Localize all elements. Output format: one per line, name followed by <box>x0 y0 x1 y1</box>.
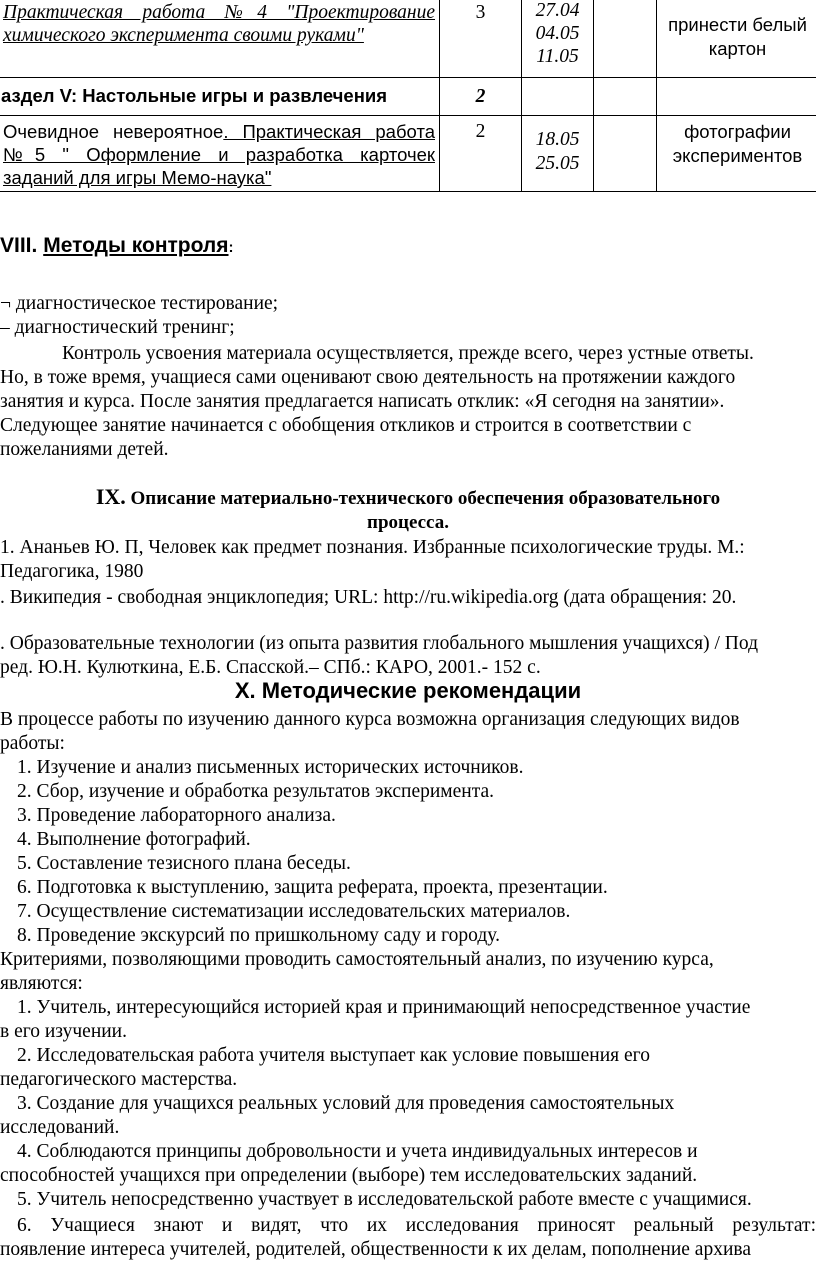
note-cell: фотографии экспериментов <box>657 116 816 192</box>
list-item: ¬ диагностическое тестирование; <box>0 292 278 316</box>
criterion: 6. Учащиеся знают и видят, что их исследования приносят реальный результат: <box>17 1214 816 1238</box>
list-item: 2. Сбор, изучение и обработка результатов эксперимента. <box>17 780 494 804</box>
empty-cell <box>594 116 657 192</box>
paragraph-line: Но, в тоже время, учащиеся сами оценивают свою деятельность на протяжении каждого <box>0 366 735 390</box>
empty-cell <box>594 78 657 116</box>
paragraph-line: В процессе работы по изучению данного курса возможна организация следующих видов <box>0 708 740 732</box>
criterion: 1. Учитель, интересующийся историей края и принимающий непосредственное участие <box>17 996 750 1020</box>
list-item: 6. Подготовка к выступлению, защита реферата, проекта, презентации. <box>17 876 608 900</box>
date: 27.04 <box>526 0 589 22</box>
criterion-cont: педагогического мастерства. <box>0 1068 237 1092</box>
section-heading: VIII. Методы контроля: <box>0 234 234 258</box>
section-cell: аздел V: Настольные игры и развлечения <box>0 78 440 116</box>
dates-cell <box>522 0 594 78</box>
schedule-table <box>0 0 816 192</box>
paragraph-line: занятия и курса. После занятия предлагается написать отклик: «Я сегодня на занятии». <box>0 390 724 414</box>
table-row <box>0 0 816 78</box>
criterion: 2. Исследовательская работа учителя выступает как условие повышения его <box>17 1044 650 1068</box>
paragraph-line: работы: <box>0 732 65 756</box>
section-heading: IX. Описание материально-технического обеспечения образовательного <box>0 484 816 512</box>
list-item: – диагностический тренинг; <box>0 316 235 340</box>
paragraph-line: Контроль усвоения материала осуществляется, прежде всего, через устные ответы. <box>62 342 754 366</box>
list-item: 3. Проведение лабораторного анализа. <box>17 804 336 828</box>
table-row <box>0 116 816 192</box>
criterion: 4. Соблюдаются принципы добровольности и учета индивидуальных интересов и <box>17 1140 698 1164</box>
criterion-cont: в его изучении. <box>0 1020 127 1044</box>
criterion-cont: способностей учащихся при определении (выборе) тем исследовательских заданий. <box>0 1164 697 1188</box>
criterion: 3. Создание для учащихся реальных условий для проведения самостоятельных <box>17 1092 674 1116</box>
section-heading-cont: процесса. <box>0 510 816 536</box>
hours-cell: 3 <box>440 0 522 78</box>
paragraph-line: Следующее занятие начинается с обобщения откликов и строится в соответствии с <box>0 414 691 438</box>
empty-cell <box>594 0 657 78</box>
paragraph-line: являются: <box>0 972 83 996</box>
list-item: 1. Изучение и анализ письменных исторических источников. <box>17 756 524 780</box>
reference: 1. Ананьев Ю. П, Человек как предмет познания. Избранные психологические труды. М.: <box>0 536 745 560</box>
paragraph-line: пожеланиями детей. <box>0 438 169 462</box>
hours-cell: 2 <box>440 116 522 192</box>
note-cell: принести белый картон <box>657 0 816 78</box>
reference: Педагогика, 1980 <box>0 560 143 584</box>
date: 04.05 <box>526 22 589 45</box>
empty-cell <box>657 78 816 116</box>
reference: . Википедия - свободная энциклопедия; URL: http://ru.wikipedia.org (дата обращения: 20. <box>0 586 736 610</box>
criterion: 5. Учитель непосредственно участвует в исследовательской работе вместе с учащимися. <box>17 1188 752 1212</box>
paragraph-line: Критериями, позволяющими проводить самостоятельный анализ, по изучению курса, <box>0 948 714 972</box>
reference: . Образовательные технологии (из опыта развития глобального мышления учащихся) / Под <box>0 632 758 656</box>
list-item: 7. Осуществление систематизации исследовательских материалов. <box>17 900 570 924</box>
topic-cell: Практическая работа №4 "Проектирование химического эксперимента своими руками" <box>0 0 440 78</box>
criterion-cont: появление интереса учителей, родителей, общественности к их делам, пополнение архива <box>0 1238 751 1262</box>
list-item: 8. Проведение экскурсий по пришкольному саду и городу. <box>17 924 500 948</box>
date: 18.05 <box>526 128 589 152</box>
section-heading: X. Методические рекомендации <box>0 678 816 704</box>
date: 25.05 <box>526 152 589 176</box>
empty-cell <box>522 78 594 116</box>
list-item: 4. Выполнение фотографий. <box>17 828 251 852</box>
hours-cell: 2 <box>440 78 522 116</box>
list-item: 5. Составление тезисного плана беседы. <box>17 852 351 876</box>
table-row <box>0 78 816 116</box>
reference: ред. Ю.Н. Кулюткина, Е.Б. Спасской.– СПб.: КАРО, 2001.- 152 с. <box>0 656 541 680</box>
date: 11.05 <box>526 45 589 68</box>
topic-cell: Очевидное невероятное. Практическая работа №5 " Оформление и разработка карточек заданий для игры Мемо-наука" <box>0 116 440 192</box>
dates-cell <box>522 116 594 192</box>
criterion-cont: исследований. <box>0 1116 119 1140</box>
